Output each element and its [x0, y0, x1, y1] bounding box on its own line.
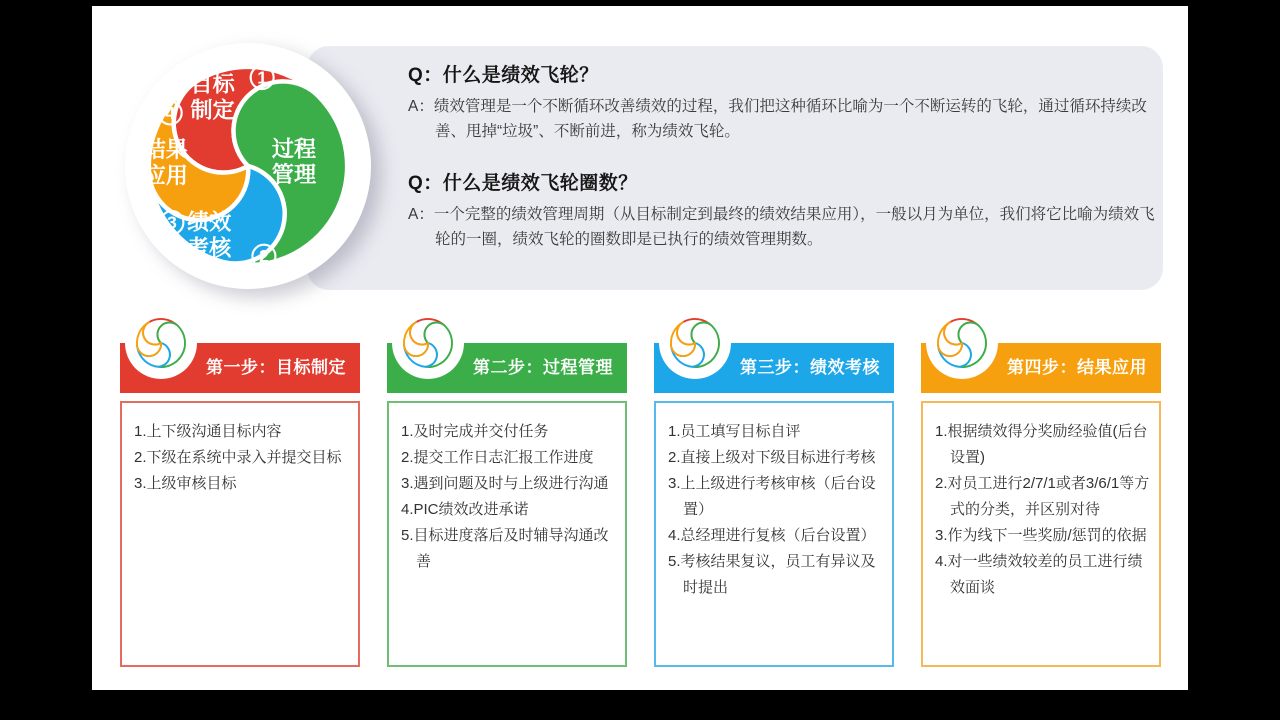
list-item: 1.根据绩效得分奖励经验值(后台设置)	[935, 423, 1148, 466]
list-item: 1.上下级沟通目标内容	[134, 423, 282, 440]
list-item: 2.对员工进行2/7/1或者3/6/1等方式的分类，并区别对待	[935, 475, 1150, 518]
mini-flywheel-icon	[659, 307, 731, 379]
segment-number: 4	[165, 102, 176, 123]
segment-label: 管理	[271, 161, 317, 187]
segment-number: 1	[257, 67, 268, 88]
question-2: Q：什么是绩效飞轮圈数？	[408, 173, 638, 194]
mini-flywheel-svg	[665, 313, 725, 373]
mini-flywheel-svg	[398, 313, 458, 373]
list-item: 2.提交工作日志汇报工作进度	[401, 449, 594, 466]
list-item: 1.及时完成并交付任务	[401, 423, 549, 440]
step-items-box	[387, 401, 627, 667]
list-item: 4.总经理进行复核（后台设置）	[668, 527, 876, 544]
flywheel-svg	[133, 51, 363, 281]
mini-flywheel-icon	[392, 307, 464, 379]
list-item: 1.员工填写目标自评	[668, 423, 801, 440]
step-column-process-mgmt	[387, 307, 627, 669]
segment-number: 2	[259, 246, 269, 267]
mini-flywheel-icon	[926, 307, 998, 379]
step-header: 第二步：过程管理	[387, 343, 627, 393]
answer-1: A：绩效管理是一个不断循环改善绩效的过程，我们把这种循环比喻为一个不断运转的飞轮，通过循环持续改善、甩掉“垃圾”、不断前进，称为绩效飞轮。	[408, 98, 1147, 140]
list-item: 5.目标进度落后及时辅导沟通改善	[401, 527, 609, 570]
segment-label: 目标	[190, 71, 235, 97]
segment-label: 绩效	[186, 209, 232, 235]
list-item: 3.遇到问题及时与上级进行沟通	[401, 475, 609, 492]
segment-label: 考核	[186, 235, 232, 261]
mini-flywheel-svg	[932, 313, 992, 373]
step-items-box	[921, 401, 1161, 667]
segment-number: 3	[167, 212, 177, 233]
list-item: 4.PIC绩效改进承诺	[401, 501, 529, 518]
answer-2: A：一个完整的绩效管理周期（从目标制定到最终的绩效结果应用），一般以月为单位，我们将它比喻为绩效飞轮的一圈，绩效飞轮的圈数即是已执行的绩效管理期数。	[408, 206, 1155, 248]
mini-flywheel-icon	[125, 307, 197, 379]
step-header: 第三步：绩效考核	[654, 343, 894, 393]
question-1: Q：什么是绩效飞轮？	[408, 65, 599, 86]
segment-label: 过程	[271, 136, 317, 162]
step-header: 第四步：结果应用	[921, 343, 1161, 393]
list-item: 3.上级审核目标	[134, 475, 237, 492]
segment-label: 结果	[143, 137, 188, 163]
list-item: 4.对一些绩效较差的员工进行绩效面谈	[935, 553, 1143, 596]
list-item: 3.上上级进行考核审核（后台设置）	[668, 475, 876, 518]
list-item: 2.直接上级对下级目标进行考核	[668, 449, 876, 466]
step-items-box	[654, 401, 894, 667]
step-column-result-apply	[921, 307, 1161, 669]
list-item: 3.作为线下一些奖励/惩罚的依据	[935, 527, 1147, 544]
segment-label: 制定	[190, 97, 235, 123]
list-item: 5.考核结果复议，员工有异议及时提出	[668, 553, 876, 596]
list-item: 2.下级在系统中录入并提交目标	[134, 449, 342, 466]
mini-flywheel-svg	[131, 313, 191, 373]
qa-text-block	[408, 60, 1166, 276]
step-items-box	[120, 401, 360, 667]
step-column-goal-setting	[120, 307, 360, 669]
presentation-slide	[92, 6, 1188, 690]
step-header: 第一步：目标制定	[120, 343, 360, 393]
flywheel-diagram	[125, 43, 371, 289]
step-column-perf-review	[654, 307, 894, 669]
segment-label: 应用	[143, 162, 188, 188]
